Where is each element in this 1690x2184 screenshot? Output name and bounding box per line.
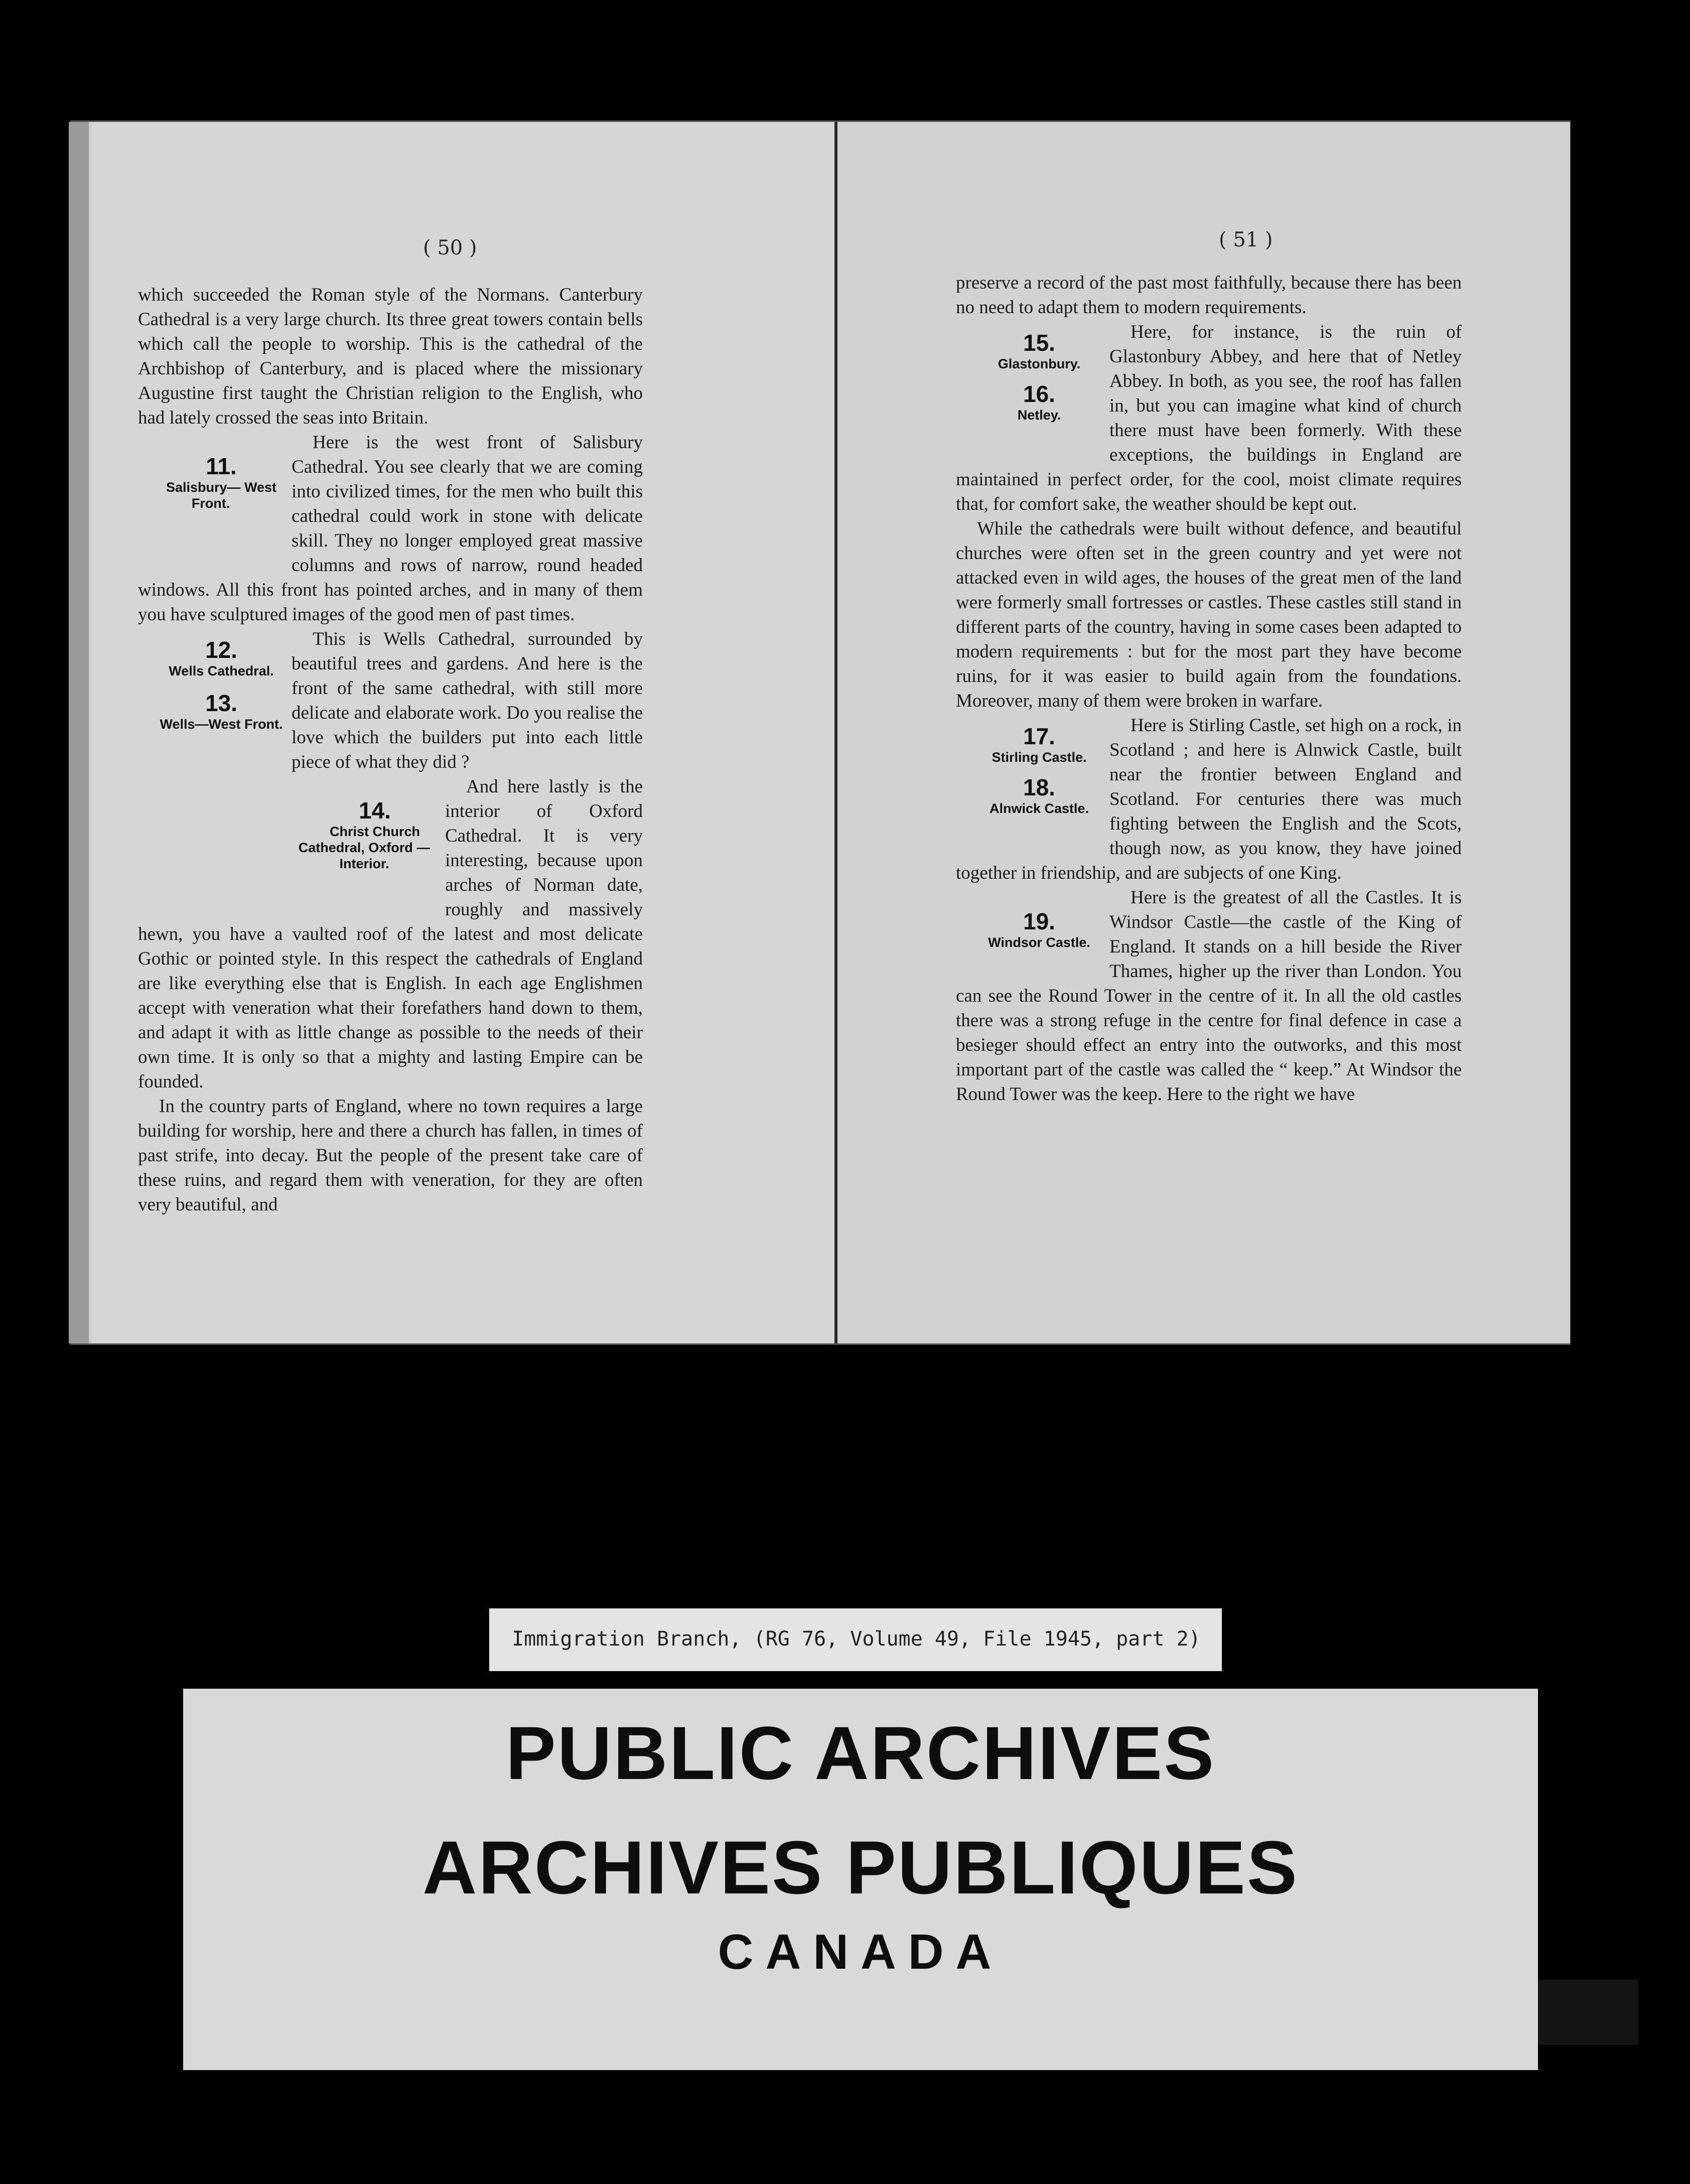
page-number-right: ( 51 ) bbox=[1219, 228, 1273, 251]
left-paragraph: which succeeded the Roman style of the Normans. Canterbury Cathedral is a very large church. Its three great towers contain bells which call the people to worship. This is the cathedral of the Archbishop of Canterbury, and is placed where the missionary Augustine first taught the Christian religion to the English, who had lately crossed the seas into Britain. bbox=[138, 285, 643, 428]
margin-note-11 bbox=[138, 453, 284, 554]
note-number: 15. bbox=[1023, 330, 1055, 356]
note-number: 13. bbox=[205, 690, 237, 716]
note-caption: Wells—West Front. bbox=[160, 717, 283, 732]
note-number: 16. bbox=[1023, 381, 1055, 407]
right-paragraph: preserve a record of the past most faithfully, because there has been no need to adapt them to modern requirements. bbox=[956, 272, 1462, 318]
paragraph-text: Here is Stirling Castle, set high on a rock, in Scotland ; and here is Alnwick Castle, built near the frontier between England and Scotland. For centuries there was much fighting between the English and the Scots, though now, as you know, they have joined together in friendship, and are subjects of one King. bbox=[956, 715, 1462, 883]
note-number: 18. bbox=[1023, 774, 1055, 800]
left-page-text bbox=[138, 283, 643, 1217]
dark-corner-mark bbox=[1538, 1980, 1638, 2045]
right-paragraph bbox=[956, 885, 1462, 1107]
page-number-left: ( 50 ) bbox=[423, 236, 477, 259]
note-number: 11. bbox=[206, 453, 237, 479]
right-paragraph: While the cathedrals were built without defence, and beautiful churches were often set in the green country and yet were not attacked even in wild ages, the houses of the great men of the land were formerly small fortresses or castles. These castles still stand in different parts of the country, having in some cases been adapted to modern requirements : but for the most part they have become ruins, for it was easier to build again from the foundations. Moreover, many of them were broken in warfare. bbox=[956, 518, 1462, 711]
left-page bbox=[92, 122, 834, 1343]
note-caption: Glastonbury. bbox=[998, 356, 1081, 371]
note-caption: Alnwick Castle. bbox=[989, 801, 1089, 816]
left-paragraph bbox=[138, 774, 643, 1094]
margin-note-19 bbox=[956, 908, 1101, 984]
archive-card bbox=[183, 1689, 1538, 2070]
margin-note-15-16 bbox=[956, 330, 1101, 455]
left-paragraph bbox=[138, 430, 643, 627]
reference-text: Immigration Branch, (RG 76, Volume 49, File 1945, part 2) bbox=[512, 1627, 1201, 1651]
paragraph-text: This is Wells Cathedral, surrounded by beautiful trees and gardens. And here is the front of the same cathedral, with still more delicate and elaborate work. Do you realise the love which the builders put into each little piece of what they did ? bbox=[292, 629, 643, 772]
note-number: 12. bbox=[205, 637, 237, 663]
margin-note-14 bbox=[292, 797, 437, 898]
archive-country: CANADA bbox=[718, 1924, 1004, 1979]
margin-note-12-13 bbox=[138, 637, 284, 777]
right-page-text bbox=[956, 270, 1462, 1107]
archive-title-en: PUBLIC ARCHIVES bbox=[505, 1711, 1216, 1795]
note-number: 17. bbox=[1023, 723, 1055, 749]
right-paragraph bbox=[956, 713, 1462, 885]
paragraph-text: Here is the west front of Salisbury Cathedral. You see clearly that we are coming into civilized times, for the men who built this cathedral could work in stone with delicate skill. They no longer employed great massive columns and rows of narrow, round headed windows. All this front has pointed arches, and in many of them you have sculptured images of the good men of past times. bbox=[138, 432, 643, 625]
right-page bbox=[837, 122, 1570, 1343]
reference-strip bbox=[489, 1608, 1222, 1671]
left-paragraph: In the country parts of England, where no town requires a large building for worship, here and there a church has fallen, in times of past strife, into decay. But the people of the present take care of these ruins, and regard them with veneration, for they are often very beautiful, and bbox=[138, 1096, 643, 1215]
note-caption: Salisbury— West Front. bbox=[166, 480, 277, 511]
note-caption: Wells Cathedral. bbox=[169, 663, 274, 678]
note-caption: Christ Church Cathedral, Oxford —Interior. bbox=[298, 824, 431, 871]
right-paragraph bbox=[956, 320, 1462, 516]
note-caption: Windsor Castle. bbox=[988, 935, 1090, 950]
note-number: 14. bbox=[359, 797, 391, 824]
note-caption: Stirling Castle. bbox=[992, 750, 1087, 765]
paragraph-text: And here lastly is the interior of Oxford Cathedral. It is very interesting, because upon arches of Norman date, roughly and massively hewn, you have a vaulted roof of the latest and most delicate Gothic or pointed style. In this respect the cathedrals of England are like everything else that is English. In each age Englishmen accept with veneration what their forefathers hand down to them, and adapt it with as little change as possible to the needs of their own time. It is only so that a mighty and lasting Empire can be founded. bbox=[138, 776, 643, 1092]
note-caption: Netley. bbox=[1017, 407, 1061, 423]
note-number: 19. bbox=[1023, 908, 1055, 934]
open-book bbox=[70, 120, 1571, 1345]
left-paragraph bbox=[138, 627, 643, 774]
archive-title-fr: ARCHIVES PUBLIQUES bbox=[422, 1825, 1299, 1909]
paragraph-text: Here, for instance, is the ruin of Glastonbury Abbey, and here that of Netley Abbey. In both, as you see, the roof has fallen in, but you can imagine what kind of church there must have been formerly. With these exceptions, the buildings in England are maintained in perfect order, for the cool, moist climate requires that, for comfort sake, the weather should be kept out. bbox=[956, 322, 1462, 514]
paragraph-text: Here is the greatest of all the Castles. It is Windsor Castle—the castle of the King of England. It stands on a hill beside the River Thames, higher up the river than London. You can see the Round Tower in the centre of it. In all the old castles there was a strong refuge in the centre for final defence in case a besieger should effect an entry into the outworks, and this most important part of the castle was called the “ keep.” At Windsor the Round Tower was the keep. Here to the right we have bbox=[956, 887, 1462, 1105]
margin-note-17-18 bbox=[956, 723, 1101, 849]
